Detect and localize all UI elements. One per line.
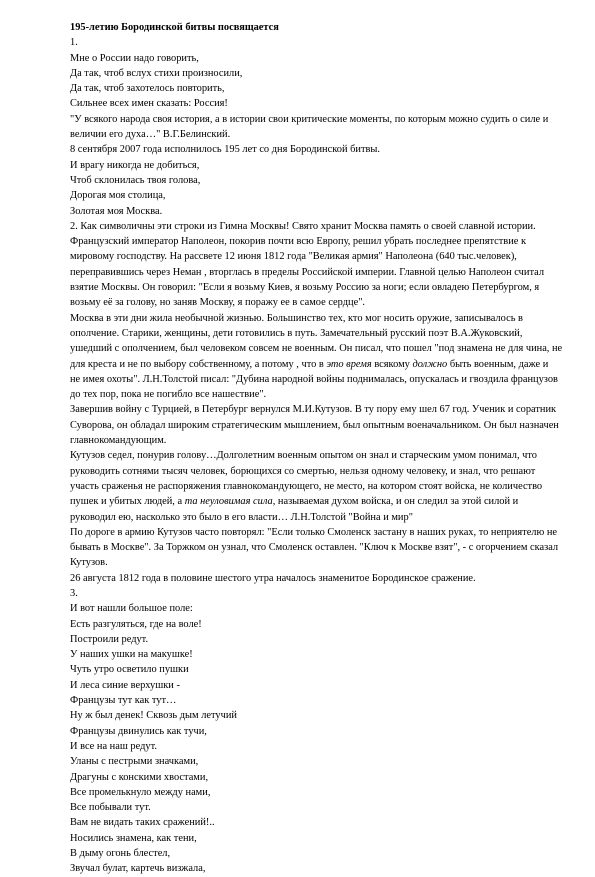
sila-emphasis: та неуловимая сила [184,496,273,508]
history-line: Завершив войну с Турцией, в Петербург вернулся М.И.Кутузов. В ту пору ему шел 67 год. Ученик и соратник [70,404,557,416]
anthem-line: Чтоб склонилась твоя голова, [70,174,201,186]
history-line: участь сраженья не распоряжения главнокомандующего, не место, на котором стоят войска, не количество [70,480,543,492]
history-line: ушедший с ополчением, был человеком совсем не военным. Он писал, что пошел "под знамена не для чина, не [70,343,563,355]
zhukovsky-line [70,357,559,372]
tolstoy-quote-line: не имея охоты". Л.Н.Толстой писал: "Дубина народной войны поднималась, опускалась и гвоздила французов [70,373,558,385]
history-line: Французский император Наполеон, покорив почти всю Европу, решил убрать последнее препятствие к [70,236,527,248]
section-1-number: 1. [70,37,78,49]
history-line: переправившись через Неман , вторглась в пределы Российской империи. Главной целью Наполеон считал [70,266,545,278]
belinsky-quote-line: "У всякого народа своя история, а в истории свои критические моменты, по которым можно судить о силе и [70,113,549,125]
poem-line: И вот нашли большое поле: [70,603,193,615]
history-line: Суворова, он обладал широким стратегическим мышлением, был опытным военачальником. Он был назначен [70,419,559,431]
sila-line [70,494,559,509]
sila-text: пушек и убитых людей, а [70,496,183,508]
poem-line: Вам не видать таких сражений!.. [70,817,215,829]
poem-line: В дыму огонь блестел, [70,848,171,860]
poem-line: И леса синие верхушки - [70,679,180,691]
poem-line: Все побывали тут. [70,802,151,814]
history-line: бывать в Москве". За Торжком он узнал, что Смоленск оставлен. "Ключ к Москве взят", - с огорчением сказал [70,542,559,554]
history-line: мировому господству. На рассвете 12 июня 1812 года "Великая армия" Наполеона (640 тыс.человек), [70,251,517,263]
history-line: возьму её за голову, но заняв Москву, я поражу ее в самое сердце". [70,297,366,309]
history-line: Кутузов. [70,557,108,569]
poem-line: Французы двинулись как тучи, [70,725,207,737]
anthem-line: Дорогая моя столица, [70,190,166,202]
tolstoy-quote-line: до тех пор, пока не погибло все нашествие". [70,389,267,401]
anniversary-line: 8 сентября 2007 года исполнилось 195 лет со дня Бородинской битвы. [70,144,380,156]
history-line: взятие Москвы. Он говорил: "Если я возьму Киев, я возьму Россию за ноги; если овладею Петербургом, я [70,282,540,294]
poem-line: Сильнее всех имен сказать: Россия! [70,98,228,110]
poem-line: Мне о России надо говорить, [70,52,199,64]
history-line: ополчение. Старики, женщины, дети готовились в путь. Замечательный русский поэт В.А.Жуковский, [70,327,523,339]
zhukovsky-text: для креста и не по выбору собственному, а потому , что в [70,358,324,370]
poem-line: Все промелькнуло между нами, [70,786,211,798]
poem-line: Построили редут. [70,633,149,645]
poem-line: Да так, чтоб захотелось повторить, [70,83,225,95]
history-line: Кутузов седел, понурив голову…Долголетним военным опытом он знал и старческим умом понимал, что [70,450,537,462]
history-line: 26 августа 1812 года в половине шестого утра началось знаменитое Бородинское сражение. [70,572,476,584]
poem-line: Звучал булат, картечь визжала, [70,863,206,875]
poem-line: Уланы с пестрыми значками, [70,756,199,768]
poem-line: Чуть утро осветило пушки [70,664,189,676]
zhukovsky-emphasis: это время [326,358,372,370]
history-line: Москва в эти дни жила необычной жизнью. Большинство тех, кто мог носить оружие, записывалось в [70,312,523,324]
poem-line: У наших ушки на макушке! [70,649,193,661]
document-title: 195-летию Бородинской битвы посвящается [70,22,279,33]
poem-line: Французы тут как тут… [70,695,177,707]
zhukovsky-text: всякому [374,358,410,370]
belinsky-quote-line: величии его духа…" В.Г.Белинский. [70,129,231,141]
section-2-intro: 2. Как символичны эти строки из Гимна Москвы! Свято хранит Москва память о своей славной истории. [70,220,536,232]
poem-line: Есть разгуляться, где на воле! [70,618,202,630]
poem-line: Ну ж был денек! Сквозь дым летучий [70,710,237,722]
anthem-line: И врагу никогда не добиться, [70,159,200,171]
sila-text: , называемая духом войска, и он следил за этой силой и [272,496,519,508]
anthem-line: Золотая моя Москва. [70,205,163,217]
zhukovsky-text: быть военным, даже и [449,358,549,370]
history-line: главнокомандующим. [70,435,167,447]
tolstoy-citation-line: руководил ею, насколько это было в его власти… Л.Н.Толстой "Война и мир" [70,511,413,523]
poem-line: Драгуны с конскими хвостами, [70,771,209,783]
history-line: По дороге в армию Кутузов часто повторял: "Если только Смоленск застану в наших руках, то неприятелю не [70,526,558,538]
poem-line: Носились знамена, как тени, [70,832,197,844]
history-line: руководить сотнями тысяч человек, борющихся со смертью, нельзя одному человеку, и знал, что решают [70,465,536,477]
zhukovsky-emphasis: должно [412,358,448,370]
section-3-number: 3. [70,587,78,599]
poem-line: Да так, чтоб вслух стихи произносили, [70,67,243,79]
poem-line: И все на наш редут. [70,740,157,752]
